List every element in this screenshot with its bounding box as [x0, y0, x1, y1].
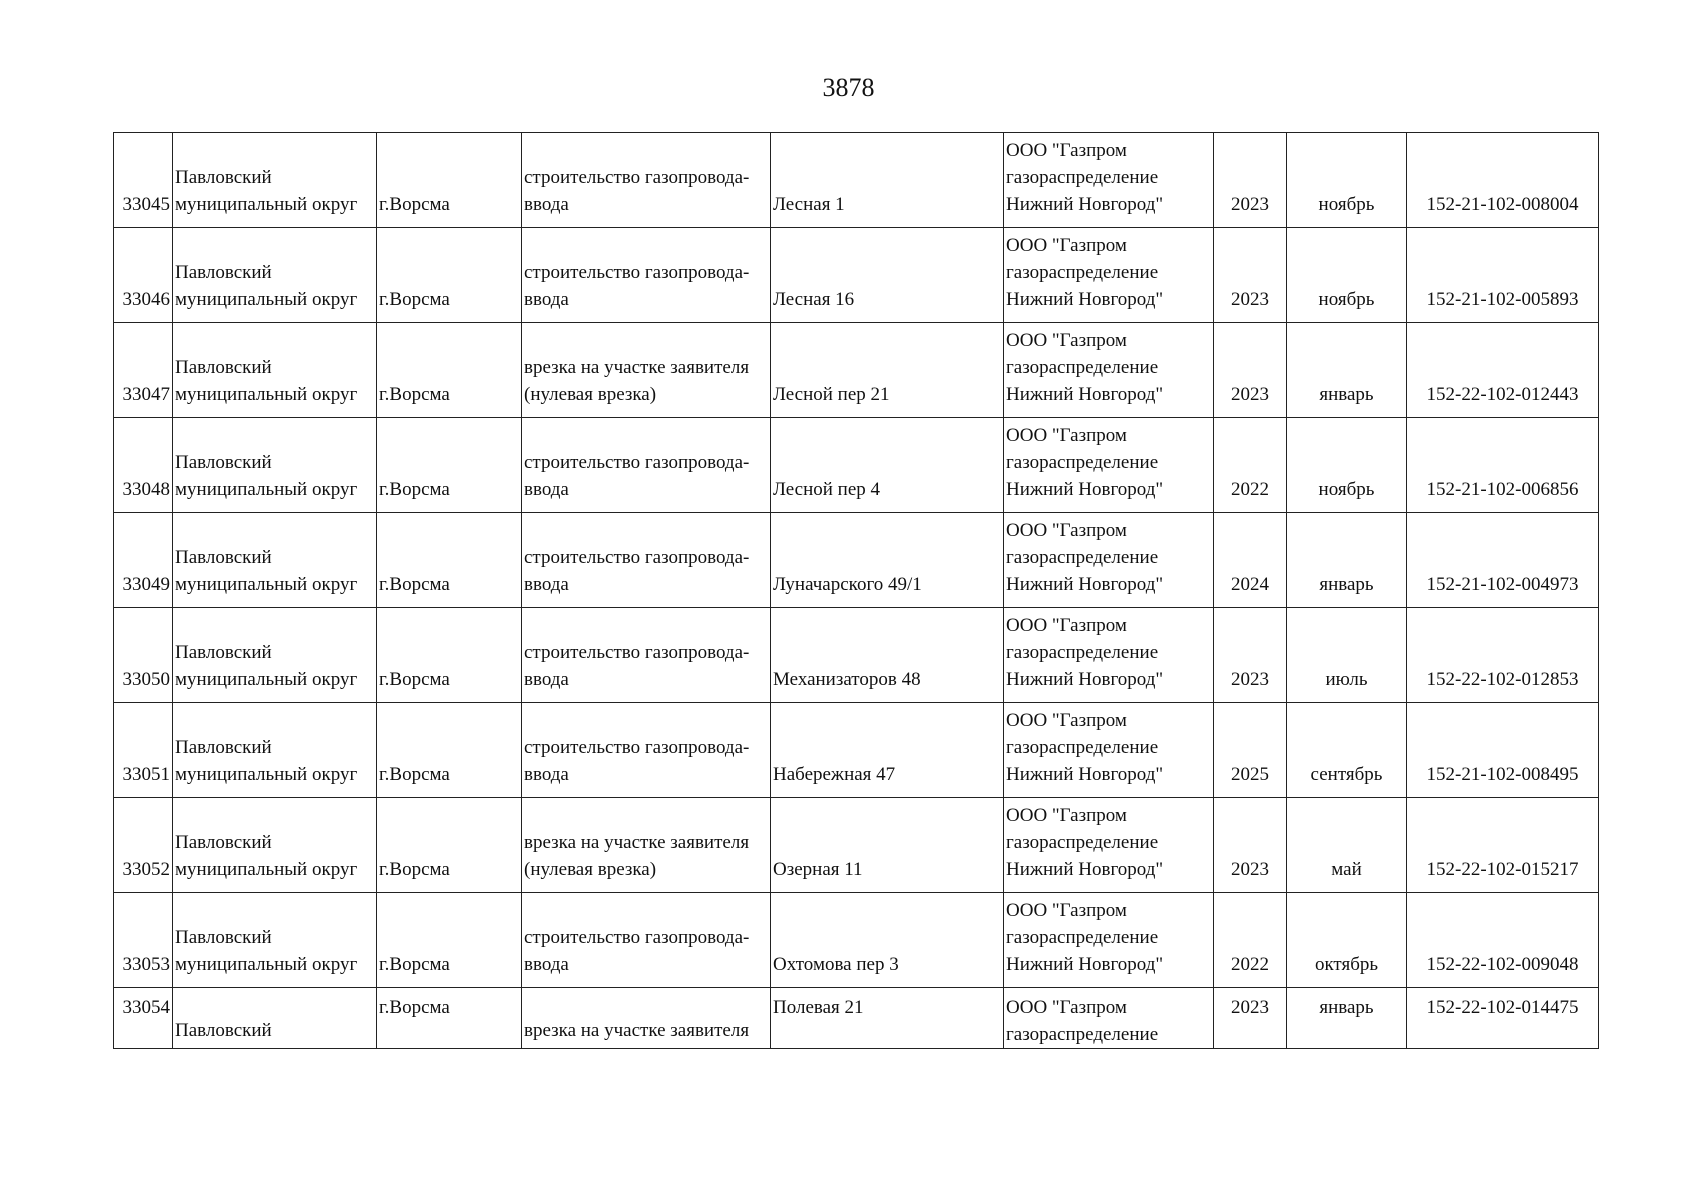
city-text: г.Ворсма [379, 954, 450, 975]
work-type-cell [522, 608, 771, 703]
year-cell [1214, 228, 1287, 323]
work-type-text: строительство газопровода- [524, 167, 750, 188]
organization-text: газораспределение [1006, 452, 1159, 473]
organization-text: ООО "Газпром [1006, 710, 1127, 731]
organization-text: ООО "Газпром [1006, 425, 1127, 446]
organization-text: Нижний Новгород" [1006, 764, 1164, 785]
organization-cell [1004, 418, 1214, 513]
organization-text: ООО "Газпром [1006, 140, 1127, 161]
record-number-cell [114, 513, 173, 608]
district-text: Павловский [175, 737, 272, 758]
city-text: г.Ворсма [379, 997, 450, 1018]
city-cell [377, 323, 522, 418]
address-cell [771, 228, 1004, 323]
work-type-cell [522, 988, 771, 1049]
organization-text: ООО "Газпром [1006, 997, 1127, 1018]
district-text: муниципальный округ [175, 289, 358, 310]
record-number-cell [114, 893, 173, 988]
district-text: Павловский [175, 357, 272, 378]
work-type-text: строительство газопровода- [524, 642, 750, 663]
work-type-text: ввода [524, 669, 569, 690]
organization-text: газораспределение [1006, 167, 1159, 188]
work-type-text: врезка на участке заявителя [524, 832, 750, 853]
application-code-cell [1407, 323, 1599, 418]
record-number: 33051 [122, 764, 170, 785]
application-code-cell [1407, 893, 1599, 988]
record-number-cell [114, 133, 173, 228]
organization-text: газораспределение [1006, 1024, 1159, 1045]
address-text: Набережная 47 [773, 764, 896, 785]
work-type-cell [522, 228, 771, 323]
work-type-cell [522, 703, 771, 798]
record-number-cell [114, 418, 173, 513]
year-text: 2023 [1231, 289, 1269, 310]
record-number-cell [114, 988, 173, 1049]
address-cell [771, 608, 1004, 703]
record-number: 33050 [122, 669, 170, 690]
organization-text: ООО "Газпром [1006, 900, 1127, 921]
application-code-cell [1407, 798, 1599, 893]
organization-text: ООО "Газпром [1006, 235, 1127, 256]
record-number: 33048 [122, 479, 170, 500]
city-text: г.Ворсма [379, 574, 450, 595]
year-cell [1214, 798, 1287, 893]
organization-text: газораспределение [1006, 357, 1159, 378]
address-cell [771, 893, 1004, 988]
organization-cell [1004, 513, 1214, 608]
month-text: январь [1319, 997, 1374, 1018]
year-cell [1214, 703, 1287, 798]
work-type-text: (нулевая врезка) [524, 384, 657, 405]
work-type-cell [522, 798, 771, 893]
application-code: 152-22-102-012853 [1426, 669, 1579, 690]
address-text: Лесной пер 4 [773, 479, 881, 500]
district-text: муниципальный округ [175, 194, 358, 215]
organization-text: газораспределение [1006, 547, 1159, 568]
gas-connection-table [113, 132, 1599, 1049]
table-row [114, 608, 1599, 703]
organization-cell [1004, 608, 1214, 703]
organization-cell [1004, 133, 1214, 228]
organization-text: ООО "Газпром [1006, 330, 1127, 351]
address-cell [771, 133, 1004, 228]
city-text: г.Ворсма [379, 289, 450, 310]
year-text: 2022 [1231, 954, 1269, 975]
application-code-cell [1407, 703, 1599, 798]
district-cell [173, 608, 377, 703]
organization-cell [1004, 228, 1214, 323]
city-text: г.Ворсма [379, 479, 450, 500]
table-row [114, 893, 1599, 988]
month-cell [1287, 228, 1407, 323]
year-cell [1214, 893, 1287, 988]
record-number-cell [114, 323, 173, 418]
month-cell [1287, 703, 1407, 798]
district-text: муниципальный округ [175, 669, 358, 690]
organization-cell [1004, 703, 1214, 798]
year-text: 2025 [1231, 764, 1269, 785]
work-type-cell [522, 323, 771, 418]
application-code: 152-22-102-012443 [1426, 384, 1579, 405]
organization-text: газораспределение [1006, 642, 1159, 663]
table-row [114, 323, 1599, 418]
district-text: Павловский [175, 832, 272, 853]
month-text: ноябрь [1318, 479, 1375, 500]
table-row [114, 513, 1599, 608]
work-type-text: ввода [524, 574, 569, 595]
table-row [114, 133, 1599, 228]
year-cell [1214, 988, 1287, 1049]
organization-text: ООО "Газпром [1006, 615, 1127, 636]
month-cell [1287, 133, 1407, 228]
district-cell [173, 703, 377, 798]
month-cell [1287, 798, 1407, 893]
city-cell [377, 418, 522, 513]
month-text: ноябрь [1318, 194, 1375, 215]
application-code-cell [1407, 513, 1599, 608]
page-number: 3878 [822, 73, 875, 102]
district-text: муниципальный округ [175, 764, 358, 785]
organization-text: Нижний Новгород" [1006, 479, 1164, 500]
year-text: 2023 [1231, 384, 1269, 405]
city-text: г.Ворсма [379, 669, 450, 690]
record-number: 33054 [122, 997, 170, 1018]
address-text: Лесная 1 [773, 194, 845, 215]
table-row [114, 228, 1599, 323]
district-cell [173, 323, 377, 418]
work-type-text: ввода [524, 764, 569, 785]
organization-text: Нижний Новгород" [1006, 574, 1164, 595]
record-number-cell [114, 608, 173, 703]
city-text: г.Ворсма [379, 764, 450, 785]
month-text: сентябрь [1310, 764, 1383, 785]
application-code: 152-22-102-015217 [1426, 859, 1579, 880]
table-row [114, 418, 1599, 513]
work-type-text: ввода [524, 479, 569, 500]
address-cell [771, 798, 1004, 893]
application-code: 152-21-102-004973 [1426, 574, 1579, 595]
year-cell [1214, 323, 1287, 418]
district-cell [173, 133, 377, 228]
application-code-cell [1407, 988, 1599, 1049]
year-cell [1214, 133, 1287, 228]
work-type-text: врезка на участке заявителя [524, 357, 750, 378]
record-number: 33047 [122, 384, 170, 405]
year-cell [1214, 513, 1287, 608]
record-number-cell [114, 228, 173, 323]
month-text: январь [1319, 574, 1374, 595]
year-text: 2023 [1231, 859, 1269, 880]
city-cell [377, 893, 522, 988]
city-cell [377, 608, 522, 703]
district-text: Павловский [175, 452, 272, 473]
address-text: Луначарского 49/1 [773, 574, 922, 595]
organization-text: газораспределение [1006, 737, 1159, 758]
address-cell [771, 988, 1004, 1049]
district-cell [173, 798, 377, 893]
address-text: Лесная 16 [773, 289, 855, 310]
month-text: ноябрь [1318, 289, 1375, 310]
month-cell [1287, 988, 1407, 1049]
record-number: 33052 [122, 859, 170, 880]
address-text: Механизаторов 48 [773, 669, 921, 690]
district-cell [173, 418, 377, 513]
year-text: 2023 [1231, 997, 1269, 1018]
year-text: 2022 [1231, 479, 1269, 500]
address-cell [771, 418, 1004, 513]
organization-text: Нижний Новгород" [1006, 384, 1164, 405]
district-text: Павловский [175, 1020, 272, 1041]
work-type-text: строительство газопровода- [524, 737, 750, 758]
organization-text: ООО "Газпром [1006, 805, 1127, 826]
city-cell [377, 513, 522, 608]
organization-cell [1004, 798, 1214, 893]
application-code-cell [1407, 418, 1599, 513]
year-cell [1214, 608, 1287, 703]
table-row [114, 798, 1599, 893]
address-text: Охтомова пер 3 [773, 954, 899, 975]
application-code: 152-21-102-008495 [1426, 764, 1579, 785]
work-type-text: врезка на участке заявителя [524, 1020, 750, 1041]
organization-text: Нижний Новгород" [1006, 289, 1164, 310]
city-text: г.Ворсма [379, 194, 450, 215]
address-text: Полевая 21 [773, 997, 864, 1018]
organization-cell [1004, 893, 1214, 988]
month-cell [1287, 608, 1407, 703]
city-cell [377, 703, 522, 798]
district-text: Павловский [175, 167, 272, 188]
city-cell [377, 133, 522, 228]
month-text: январь [1319, 384, 1374, 405]
organization-text: ООО "Газпром [1006, 520, 1127, 541]
work-type-text: ввода [524, 954, 569, 975]
work-type-text: строительство газопровода- [524, 547, 750, 568]
organization-text: газораспределение [1006, 262, 1159, 283]
address-cell [771, 703, 1004, 798]
month-cell [1287, 893, 1407, 988]
record-number: 33049 [122, 574, 170, 595]
work-type-text: строительство газопровода- [524, 927, 750, 948]
year-text: 2023 [1231, 669, 1269, 690]
district-cell [173, 893, 377, 988]
work-type-text: строительство газопровода- [524, 262, 750, 283]
year-text: 2024 [1231, 574, 1269, 595]
work-type-cell [522, 893, 771, 988]
record-number: 33045 [122, 194, 170, 215]
organization-text: Нижний Новгород" [1006, 859, 1164, 880]
application-code: 152-22-102-014475 [1426, 997, 1579, 1018]
district-text: муниципальный округ [175, 574, 358, 595]
organization-text: Нижний Новгород" [1006, 194, 1164, 215]
application-code-cell [1407, 608, 1599, 703]
record-number: 33046 [122, 289, 170, 310]
work-type-cell [522, 418, 771, 513]
district-text: Павловский [175, 547, 272, 568]
address-text: Лесной пер 21 [773, 384, 890, 405]
record-number: 33053 [122, 954, 170, 975]
address-cell [771, 513, 1004, 608]
year-cell [1214, 418, 1287, 513]
work-type-text: строительство газопровода- [524, 452, 750, 473]
month-text: май [1331, 859, 1362, 880]
application-code: 152-21-102-006856 [1426, 479, 1579, 500]
work-type-cell [522, 513, 771, 608]
month-cell [1287, 418, 1407, 513]
work-type-text: ввода [524, 289, 569, 310]
district-text: Павловский [175, 927, 272, 948]
application-code-cell [1407, 133, 1599, 228]
organization-text: Нижний Новгород" [1006, 954, 1164, 975]
address-cell [771, 323, 1004, 418]
city-text: г.Ворсма [379, 859, 450, 880]
district-text: муниципальный округ [175, 954, 358, 975]
application-code: 152-21-102-008004 [1426, 194, 1579, 215]
address-text: Озерная 11 [773, 859, 863, 880]
city-cell [377, 988, 522, 1049]
work-type-cell [522, 133, 771, 228]
application-code-cell [1407, 228, 1599, 323]
city-cell [377, 798, 522, 893]
district-text: Павловский [175, 642, 272, 663]
district-text: муниципальный округ [175, 384, 358, 405]
table-row [114, 988, 1599, 1049]
city-cell [377, 228, 522, 323]
month-text: октябрь [1314, 954, 1379, 975]
organization-text: газораспределение [1006, 927, 1159, 948]
district-text: муниципальный округ [175, 479, 358, 500]
record-number-cell [114, 703, 173, 798]
district-cell [173, 513, 377, 608]
work-type-text: ввода [524, 194, 569, 215]
record-number-cell [114, 798, 173, 893]
district-text: Павловский [175, 262, 272, 283]
organization-text: Нижний Новгород" [1006, 669, 1164, 690]
organization-cell [1004, 323, 1214, 418]
table-row [114, 703, 1599, 798]
district-cell [173, 988, 377, 1049]
organization-text: газораспределение [1006, 832, 1159, 853]
application-code: 152-22-102-009048 [1426, 954, 1579, 975]
work-type-text: (нулевая врезка) [524, 859, 657, 880]
application-code: 152-21-102-005893 [1426, 289, 1579, 310]
organization-cell [1004, 988, 1214, 1049]
district-text: муниципальный округ [175, 859, 358, 880]
month-text: июль [1325, 669, 1368, 690]
city-text: г.Ворсма [379, 384, 450, 405]
district-cell [173, 228, 377, 323]
month-cell [1287, 323, 1407, 418]
year-text: 2023 [1231, 194, 1269, 215]
month-cell [1287, 513, 1407, 608]
